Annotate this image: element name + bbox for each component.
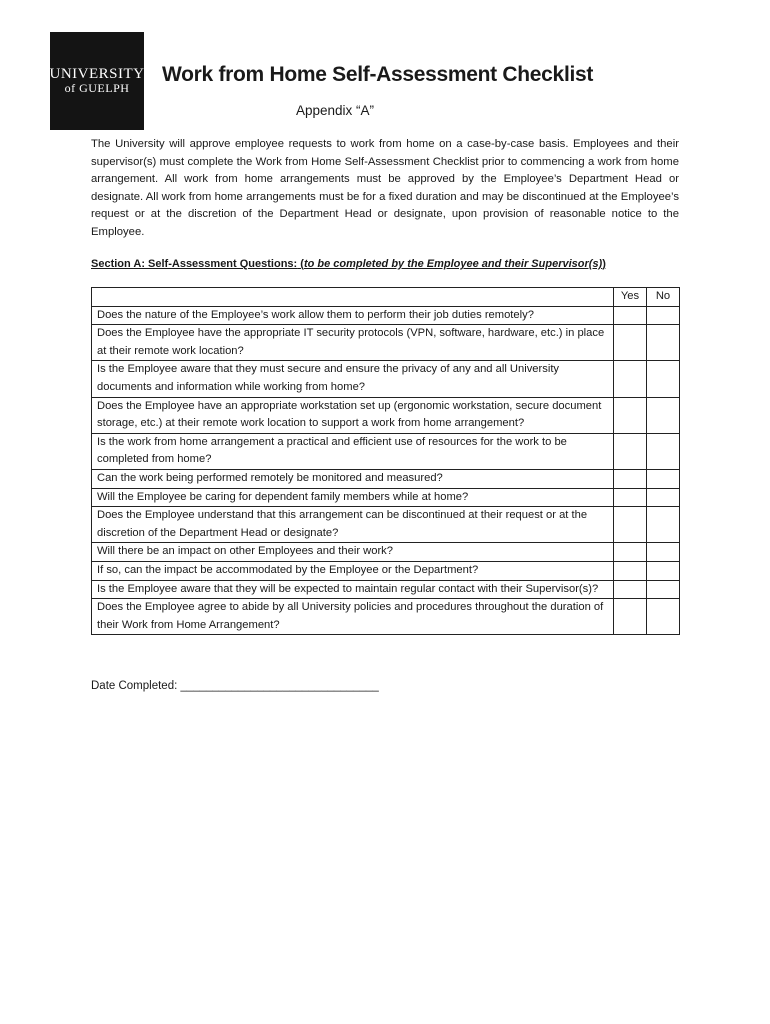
- table-row: [92, 397, 680, 433]
- document-title: Work from Home Self-Assessment Checklist: [162, 63, 594, 86]
- no-checkbox-cell[interactable]: [647, 306, 680, 325]
- date-completed: [91, 680, 379, 692]
- no-checkbox-cell[interactable]: [647, 561, 680, 580]
- table-row: [92, 580, 680, 599]
- question-text: Is the Employee aware that they must secure and ensure the privacy of any and all University documents and information while working from home?: [92, 361, 614, 397]
- no-checkbox-cell[interactable]: [647, 325, 680, 361]
- appendix-label: Appendix “A”: [296, 103, 375, 118]
- question-text: Does the nature of the Employee’s work allow them to perform their job duties remotely?: [92, 306, 614, 325]
- question-text: Is the work from home arrangement a practical and efficient use of resources for the work to be completed from home?: [92, 433, 614, 469]
- logo-line-2: of GUELPH: [64, 81, 130, 95]
- yes-checkbox-cell[interactable]: [614, 361, 647, 397]
- yes-checkbox-cell[interactable]: [614, 433, 647, 469]
- table-row: [92, 543, 680, 562]
- no-header: No: [647, 288, 680, 307]
- table-row: [92, 561, 680, 580]
- section-a-heading: Section A: Self-Assessment Questions: (to be completed by the Employee and their Supervisor(s)): [91, 258, 606, 270]
- table-header-row: [92, 288, 680, 307]
- yes-checkbox-cell[interactable]: [614, 469, 647, 488]
- table-row: [92, 599, 680, 635]
- question-text: Will there be an impact on other Employees and their work?: [92, 543, 614, 562]
- table-row: [92, 325, 680, 361]
- yes-checkbox-cell[interactable]: [614, 488, 647, 507]
- table-row: [92, 507, 680, 543]
- no-checkbox-cell[interactable]: [647, 580, 680, 599]
- no-checkbox-cell[interactable]: [647, 599, 680, 635]
- table-row: [92, 469, 680, 488]
- question-text: Does the Employee agree to abide by all University policies and procedures throughout the duration of their Work from Home Arrangement?: [92, 599, 614, 635]
- no-checkbox-cell[interactable]: [647, 433, 680, 469]
- question-header-cell: [92, 288, 614, 307]
- date-completed-field[interactable]: _______________________________: [180, 680, 379, 692]
- section-a-note: to be completed by the Employee and their Supervisor(s): [303, 258, 603, 270]
- table-row: [92, 306, 680, 325]
- logo-line-1: UNIVERSITY: [49, 66, 145, 82]
- question-text: Does the Employee have an appropriate workstation set up (ergonomic workstation, secure document storage, etc.) at their remote work location to support a work from home arrangement?: [92, 397, 614, 433]
- question-text: Is the Employee aware that they will be expected to maintain regular contact with their Supervisor(s)?: [92, 580, 614, 599]
- question-text: Can the work being performed remotely be monitored and measured?: [92, 469, 614, 488]
- no-checkbox-cell[interactable]: [647, 397, 680, 433]
- yes-checkbox-cell[interactable]: [614, 543, 647, 562]
- section-a-label: Section A: Self-Assessment Questions:: [91, 258, 298, 270]
- question-text: Does the Employee understand that this arrangement can be discontinued at their request or at the discretion of the Department Head or designate?: [92, 507, 614, 543]
- intro-paragraph: The University will approve employee requests to work from home on a case-by-case basis. Employees and their supervisor(s) must complete the Work from Home Self-Assessment Checklist prior to commencing a work from home arrangement. All work from home arrangements must be approved by the Employee’s Department Head or designate. All work from home arrangements must be for a fixed duration and may be discontinued at the Employee’s request or at the discretion of the Department Head or designate, upon provision of reasonable notice to the Employee.: [91, 138, 679, 238]
- question-text: Will the Employee be caring for dependent family members while at home?: [92, 488, 614, 507]
- table-row: [92, 433, 680, 469]
- table-row: [92, 361, 680, 397]
- yes-checkbox-cell[interactable]: [614, 507, 647, 543]
- yes-checkbox-cell[interactable]: [614, 397, 647, 433]
- yes-checkbox-cell[interactable]: [614, 599, 647, 635]
- self-assessment-table: [91, 287, 680, 635]
- date-completed-label: Date Completed:: [91, 680, 178, 692]
- no-checkbox-cell[interactable]: [647, 543, 680, 562]
- no-checkbox-cell[interactable]: [647, 488, 680, 507]
- yes-checkbox-cell[interactable]: [614, 580, 647, 599]
- question-text: If so, can the impact be accommodated by the Employee or the Department?: [92, 561, 614, 580]
- question-text: Does the Employee have the appropriate IT security protocols (VPN, software, hardware, etc.) in place at their remote work location?: [92, 325, 614, 361]
- yes-checkbox-cell[interactable]: [614, 561, 647, 580]
- no-checkbox-cell[interactable]: [647, 469, 680, 488]
- table-row: [92, 488, 680, 507]
- university-logo: [50, 32, 144, 130]
- yes-checkbox-cell[interactable]: [614, 325, 647, 361]
- yes-header: Yes: [614, 288, 647, 307]
- no-checkbox-cell[interactable]: [647, 361, 680, 397]
- no-checkbox-cell[interactable]: [647, 507, 680, 543]
- yes-checkbox-cell[interactable]: [614, 306, 647, 325]
